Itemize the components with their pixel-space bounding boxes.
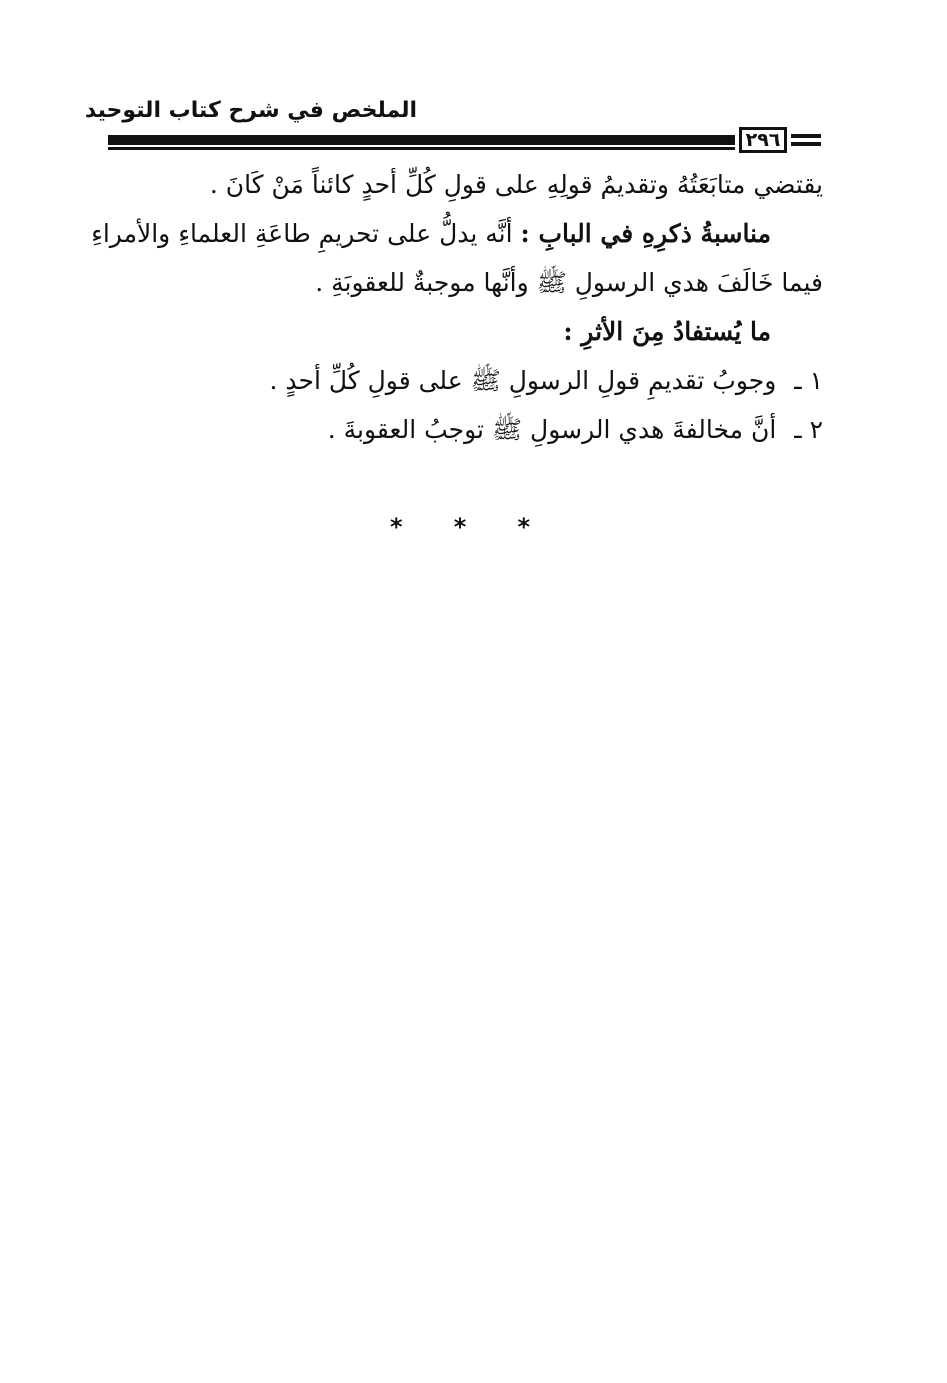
running-title: الملخص في شرح كتاب التوحيد [84,98,417,123]
list-item [100,405,823,454]
list-item-number: ٢ ـ [794,415,823,444]
page-number: ٢٩٦ [739,127,787,153]
list-item-text: أنَّ مخالفةَ هدي الرسولِ ﷺ توجبُ العقوبةَ . [327,415,777,444]
header-rule-thick [108,135,735,145]
header-rule-thin [108,147,735,150]
paragraph-2-line-1 [91,209,823,258]
section-separator [390,513,530,541]
header-rule [108,132,735,154]
body-text [91,160,823,454]
section-heading: ما يُستفادُ مِنَ الأثرِ : [563,317,771,346]
paragraph-2-heading: مناسبةُ ذكرِهِ في البابِ : [520,219,771,248]
separator-star: * [453,513,467,541]
paragraph-2-text: أنَّه يدلُّ على تحريمِ طاعَةِ العلماءِ والأمراءِ [91,219,513,248]
page-number-ornament [791,134,821,148]
list-item-number: ١ ـ [794,366,823,395]
body-line-1: يقتضي متابَعَتُهُ وتقديمُ قولِهِ على قولِ كُلِّ أحدٍ كائناً مَنْ كَانَ . [209,170,823,199]
paragraph-2-line-2: فيما خَالَفَ هدي الرسولِ ﷺ وأنَّها موجبةٌ للعقوبَةِ . [315,268,823,297]
separator-star: * [390,513,403,541]
separator-star: * [517,513,530,541]
list-item-text: وجوبُ تقديمِ قولِ الرسولِ ﷺ على قولِ كُلِّ أحدٍ . [269,366,777,395]
list-item [100,356,823,405]
